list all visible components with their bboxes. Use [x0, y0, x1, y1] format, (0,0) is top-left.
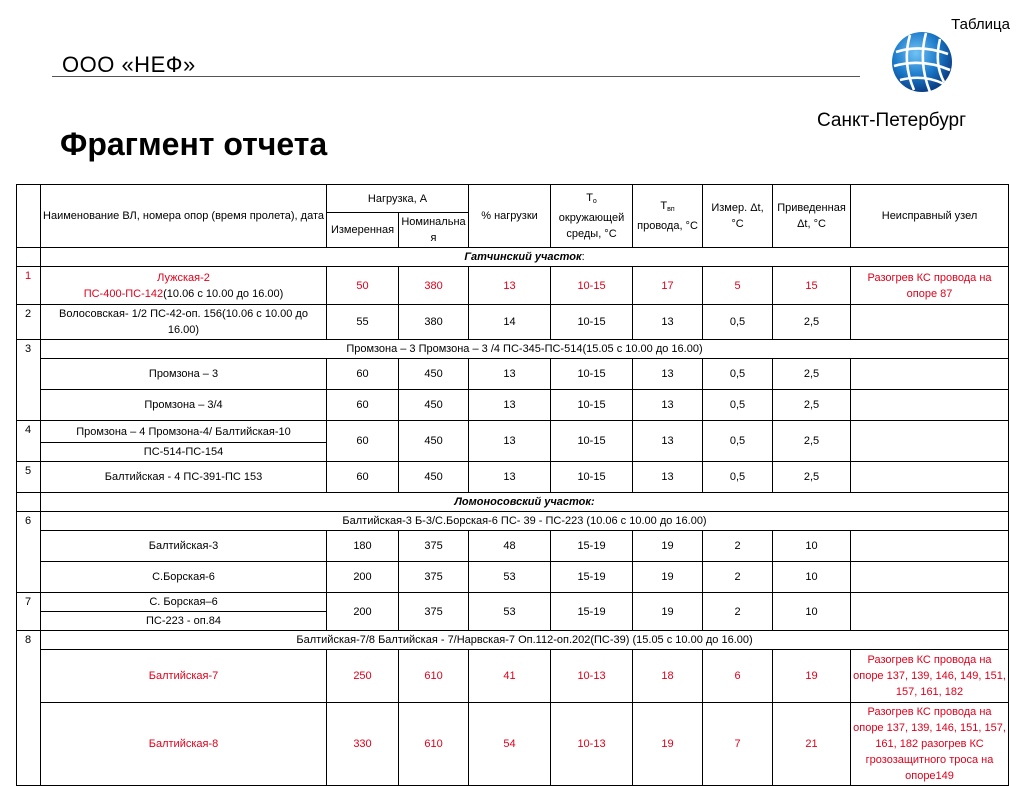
- row-number: 2: [17, 305, 41, 340]
- group-header-row: [17, 340, 1009, 359]
- table-row: С.Борская-6 200 375 53 15-19 19 2 10: [17, 562, 1009, 593]
- header-load-measured: Измеренная: [327, 213, 399, 248]
- table-row: Промзона – 3 60 450 13 10-15 13 0,5 2,5: [17, 359, 1009, 390]
- header-load-pct: % нагрузки: [469, 185, 551, 248]
- line-name: Балтийская-8: [41, 703, 327, 786]
- table-row: Промзона – 3/4 60 450 13 10-15 13 0,5 2,5: [17, 390, 1009, 421]
- group-title: Балтийская-7/8 Балтийская - 7/Нарвская-7 Оп.112-оп.202(ПС-39) (15.05 с 10.00 до 16.00): [41, 631, 1009, 650]
- table-row: 5 Балтийская - 4 ПС-391-ПС 153 60 450 13 10-15 13 0,5 2,5: [17, 462, 1009, 493]
- header-divider: [52, 76, 860, 77]
- section-row-lomonosov: [17, 493, 1009, 512]
- table-row: 2 Волосовская- 1/2 ПС-42-оп. 156(10.06 с 10.00 до 16.00) 55 380 14 10-15 13 0,5 2,5: [17, 305, 1009, 340]
- header-fault: Неисправный узел: [851, 185, 1009, 248]
- line-name: Лужская-2 ПС-400-ПС-142(10.06 с 10.00 до 16.00): [41, 267, 327, 305]
- fault-cell: Разогрев КС провода на опоре 87: [851, 267, 1009, 305]
- row-number: 6: [17, 512, 41, 593]
- fault-cell: Разогрев КС провода на опоре 137, 139, 146, 149, 151, 157, 161, 182: [851, 650, 1009, 703]
- line-name: Промзона – 3: [41, 359, 327, 390]
- row-number: 3: [17, 340, 41, 421]
- header-load: Нагрузка, А: [327, 185, 469, 213]
- header-num: [17, 185, 41, 248]
- section-row-gatchina: [17, 248, 1009, 267]
- line-name: Балтийская - 4 ПС-391-ПС 153: [41, 462, 327, 493]
- row-number: 8: [17, 631, 41, 786]
- group-title: Балтийская-3 Б-3/С.Борская-6 ПС- 39 - ПС-223 (10.06 с 10.00 до 16.00): [41, 512, 1009, 531]
- line-name: Промзона – 3/4: [41, 390, 327, 421]
- group-header-row: [17, 631, 1009, 650]
- row-number: 1: [17, 267, 41, 305]
- line-name: Балтийская-7: [41, 650, 327, 703]
- city-name: Санкт-Петербург: [817, 110, 967, 131]
- line-name: Балтийская-3: [41, 531, 327, 562]
- line-name: С. Борская–6: [41, 593, 327, 612]
- fault-cell: Разогрев КС провода на опоре 137, 139, 146, 151, 157, 161, 182 разогрев КС грозозащитного троса на опоре149: [851, 703, 1009, 786]
- table-row: Балтийская-3 180 375 48 15-19 19 2 10: [17, 531, 1009, 562]
- report-table: [16, 184, 1009, 786]
- section-title: Ломоносовский участок:: [41, 493, 1009, 512]
- table-row: Балтийская-8 330 610 54 10-13 19 7 21 Разогрев КС провода на опоре 137, 139, 146, 151, 157, 161, 182 разогрев КС грозозащитного троса на опоре149: [17, 703, 1009, 786]
- globe-logo-icon: [890, 30, 954, 94]
- table-row: 1 Лужская-2 ПС-400-ПС-142(10.06 с 10.00 до 16.00) 50 380 13 10-15 17 5 15 Разогрев КС провода на опоре 87: [17, 267, 1009, 305]
- page-title: Фрагмент отчета: [60, 126, 328, 162]
- header-dt-reduced: Приведенная Δt, °С: [773, 185, 851, 248]
- table-row: Балтийская-7 250 610 41 10-13 18 6 19 Разогрев КС провода на опоре 137, 139, 146, 149, 151, 157, 161, 182: [17, 650, 1009, 703]
- row-number: 4: [17, 421, 41, 462]
- line-name: ПС-514-ПС-154: [41, 443, 327, 462]
- row-number: 5: [17, 462, 41, 493]
- header-load-nominal: Номинальна я: [399, 213, 469, 248]
- header-t-wire: $Т_{вп}$ провода, °С: [633, 185, 703, 248]
- table-row: 4 Промзона – 4 Промзона-4/ Балтийская-10 60 450 13 10-15 13 0,5 2,5: [17, 421, 1009, 443]
- section-title: Гатчинский участок:: [41, 248, 1009, 267]
- table-row: 7 С. Борская–6 200 375 53 15-19 19 2 10: [17, 593, 1009, 612]
- group-header-row: [17, 512, 1009, 531]
- row-number: 7: [17, 593, 41, 631]
- header-dt-meas: Измер. Δt, °С: [703, 185, 773, 248]
- header-t-env: $Т_о$ окружающей среды, °С: [551, 185, 633, 248]
- header-name: Наименование ВЛ, номера опор (время пролета), дата: [41, 185, 327, 248]
- table-label: Таблица: [951, 16, 1010, 33]
- line-name: С.Борская-6: [41, 562, 327, 593]
- header-row: [17, 185, 1009, 213]
- company-name: ООО «НЕФ»: [62, 52, 196, 77]
- line-name: ПС-223 - оп.84: [41, 612, 327, 631]
- group-title: Промзона – 3 Промзона – 3 /4 ПС-345-ПС-514(15.05 с 10.00 до 16.00): [41, 340, 1009, 359]
- line-name: Промзона – 4 Промзона-4/ Балтийская-10: [41, 421, 327, 443]
- line-name: Волосовская- 1/2 ПС-42-оп. 156(10.06 с 10.00 до 16.00): [41, 305, 327, 340]
